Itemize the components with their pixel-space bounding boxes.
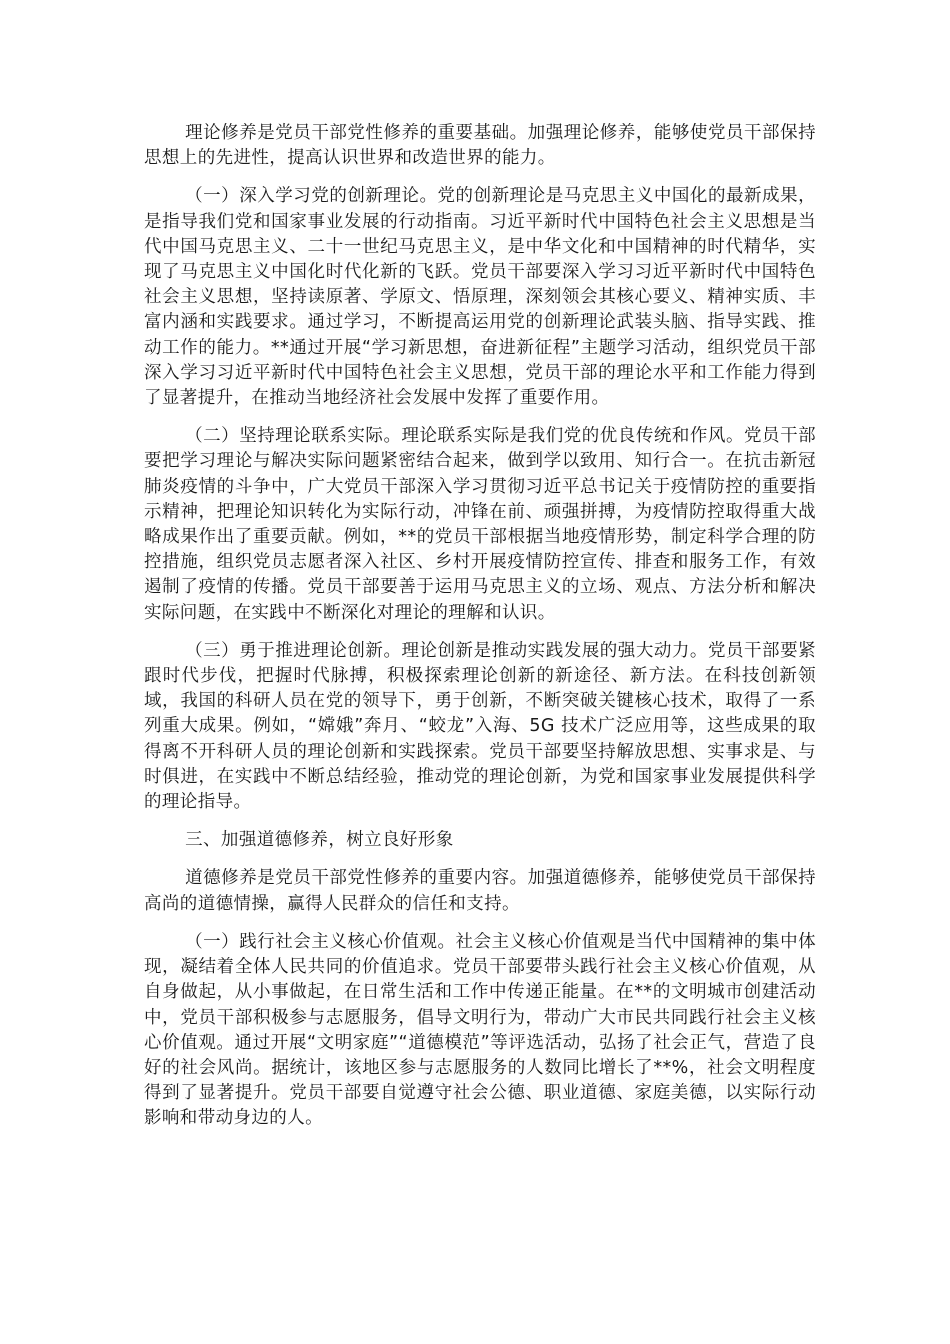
paragraph-study-innovation-theory: （一）深入学习党的创新理论。党的创新理论是马克思主义中国化的最新成果，是指导我们党和国家事业发展的行动指南。习近平新时代中国特色社会主义思想是当代中国马克思主义、二十一世纪马克思主义，是中华文化和中国精神的时代精华，实现了马克思主义中国化时代化新的飞跃。党员干部要深入学习习近平新时代中国特色社会主义思想，坚持读原著、学原文、悟原理，深刻领会其核心要义、精神实质、丰富内涵和实践要求。通过学习，不断提高运用党的创新理论武装头脑、指导实践、推动工作的能力。**通过开展“学习新思想，奋进新征程”主题学习活动，组织党员干部深入学习习近平新时代中国特色社会主义思想，党员干部的理论水平和工作能力得到了显著提升，在推动当地经济社会发展中发挥了重要作用。: [144, 186, 816, 409]
paragraph-core-values: （一）践行社会主义核心价值观。社会主义核心价值观是当代中国精神的集中体现，凝结着全体人民共同的价值追求。党员干部要带头践行社会主义核心价值观，从自身做起，从小事做起，在日常生活和工作中传递正能量。在**的文明城市创建活动中，党员干部积极参与志愿服务，倡导文明行为，带动广大市民共同践行社会主义核心价值观。通过开展“文明家庭”“道德模范”等评选活动，弘扬了社会正气，营造了良好的社会风尚。据统计，该地区参与志愿服务的人数同比增长了**%，社会文明程度得到了显著提升。党员干部要自觉遵守社会公德、职业道德、家庭美德，以实际行动影响和带动身边的人。: [144, 931, 816, 1129]
paragraph-moral-intro: 道德修养是党员干部党性修养的重要内容。加强道德修养，能够使党员干部保持高尚的道德情操，赢得人民群众的信任和支持。: [144, 868, 816, 914]
document-page: [144, 121, 816, 1145]
paragraph-theory-practice: （二）坚持理论联系实际。理论联系实际是我们党的优良传统和作风。党员干部要把学习理论与解决实际问题紧密结合起来，做到学以致用、知行合一。在抗击新冠肺炎疫情的斗争中，广大党员干部深入学习贯彻习近平总书记关于疫情防控的重要指示精神，把理论知识转化为实际行动，冲锋在前、顽强拼搏，为疫情防控取得重大战略成果作出了重要贡献。例如，**的党员干部根据当地疫情形势，制定科学合理的防控措施，组织党员志愿者深入社区、乡村开展疫情防控宣传、排查和服务工作，有效遏制了疫情的传播。党员干部要善于运用马克思主义的立场、观点、方法分析和解决实际问题，在实践中不断深化对理论的理解和认识。: [144, 426, 816, 623]
section-heading-moral: 三、加强道德修养，树立良好形象: [185, 830, 454, 851]
paragraph-theory-innovation: （三）勇于推进理论创新。理论创新是推动实践发展的强大动力。党员干部要紧跟时代步伐，把握时代脉搏，积极探索理论创新的新途径、新方法。在科技创新领域，我国的科研人员在党的领导下，勇于创新，不断突破关键核心技术，取得了一系列重大成果。例如，“嫦娥”奔月、“蛟龙”入海、5G 技术广泛应用等，这些成果的取得离不开科研人员的理论创新和实践探索。党员干部要坚持解放思想、实事求是、与时俱进，在实践中不断总结经验，推动党的理论创新，为党和国家事业发展提供科学的理论指导。: [144, 640, 816, 813]
paragraph-theory-intro: 理论修养是党员干部党性修养的重要基础。加强理论修养，能够使党员干部保持思想上的先进性，提高认识世界和改造世界的能力。: [144, 123, 816, 169]
